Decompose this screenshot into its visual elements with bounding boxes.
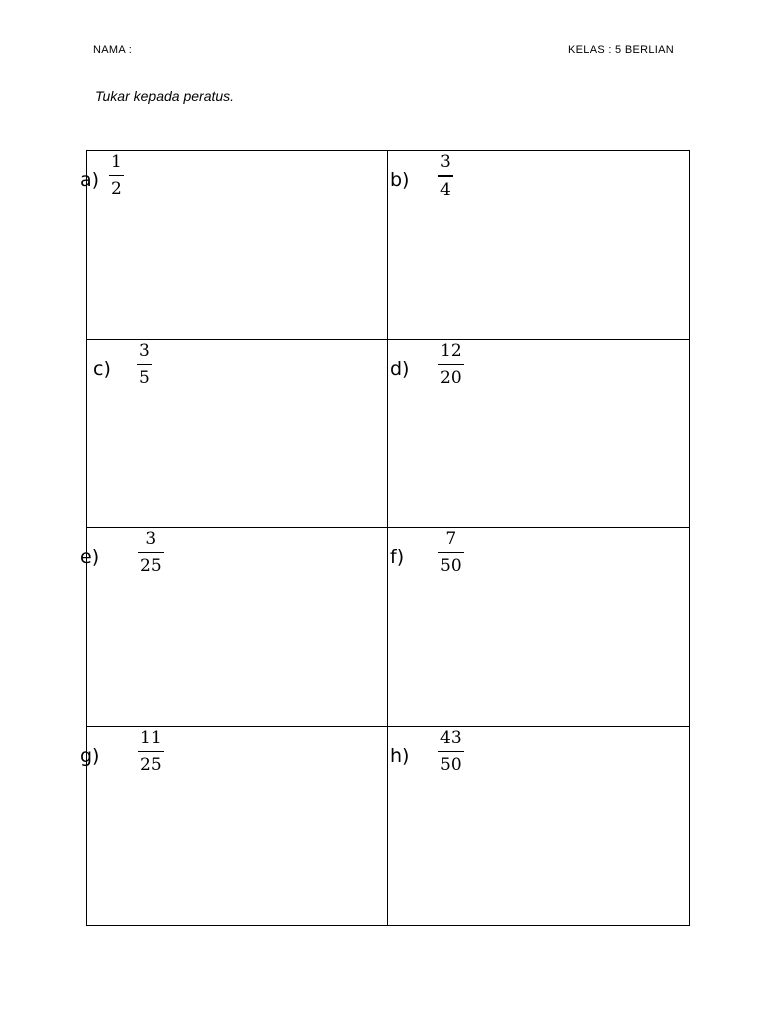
fraction-f-denominator: 50 bbox=[440, 556, 462, 576]
fraction-e-denominator: 25 bbox=[140, 556, 162, 576]
question-label-c: c) bbox=[93, 358, 111, 380]
fraction-g-numerator: 11 bbox=[140, 728, 162, 748]
fraction-a bbox=[109, 154, 124, 198]
answer-cell-e[interactable] bbox=[80, 528, 387, 726]
answer-cell-g[interactable] bbox=[80, 727, 387, 925]
answer-cell-d[interactable] bbox=[388, 340, 689, 527]
fraction-d-numerator: 12 bbox=[440, 341, 462, 361]
fraction-c-denominator: 5 bbox=[139, 368, 150, 388]
fraction-c-numerator: 3 bbox=[139, 341, 150, 361]
question-label-b: b) bbox=[390, 169, 410, 191]
fraction-b-denominator: 4 bbox=[440, 180, 451, 200]
fraction-b-numerator: 3 bbox=[440, 152, 451, 172]
fraction-f bbox=[438, 531, 464, 575]
fraction-h bbox=[438, 730, 464, 774]
answer-grid bbox=[80, 150, 690, 926]
answer-cell-c[interactable] bbox=[87, 340, 387, 527]
answer-cell-a[interactable] bbox=[80, 151, 387, 339]
grid-border-bottom bbox=[86, 925, 690, 926]
fraction-d bbox=[438, 343, 464, 387]
fraction-d-denominator: 20 bbox=[440, 368, 462, 388]
question-label-d: d) bbox=[390, 358, 410, 380]
fraction-h-numerator: 43 bbox=[440, 728, 462, 748]
fraction-g-denominator: 25 bbox=[140, 755, 162, 775]
answer-cell-b[interactable] bbox=[388, 151, 689, 339]
instruction-text: Tukar kepada peratus. bbox=[95, 88, 235, 104]
fraction-f-numerator: 7 bbox=[445, 529, 457, 549]
fraction-e bbox=[138, 531, 164, 575]
grid-border-right bbox=[689, 150, 690, 926]
fraction-e-numerator: 3 bbox=[145, 529, 157, 549]
question-label-a: a) bbox=[80, 169, 100, 191]
fraction-g bbox=[138, 730, 164, 774]
question-label-h: h) bbox=[390, 745, 410, 767]
fraction-c bbox=[137, 343, 152, 387]
fraction-a-numerator: 1 bbox=[111, 152, 122, 172]
fraction-b bbox=[438, 154, 453, 199]
answer-cell-h[interactable] bbox=[388, 727, 689, 925]
question-label-f: f) bbox=[390, 546, 405, 568]
nama-label: NAMA : bbox=[93, 44, 133, 56]
fraction-a-denominator: 2 bbox=[111, 179, 122, 199]
fraction-h-denominator: 50 bbox=[440, 755, 462, 775]
question-label-e: e) bbox=[80, 546, 100, 568]
kelas-label: KELAS : 5 BERLIAN bbox=[568, 44, 674, 56]
answer-cell-f[interactable] bbox=[388, 528, 689, 726]
question-label-g: g) bbox=[80, 745, 100, 767]
